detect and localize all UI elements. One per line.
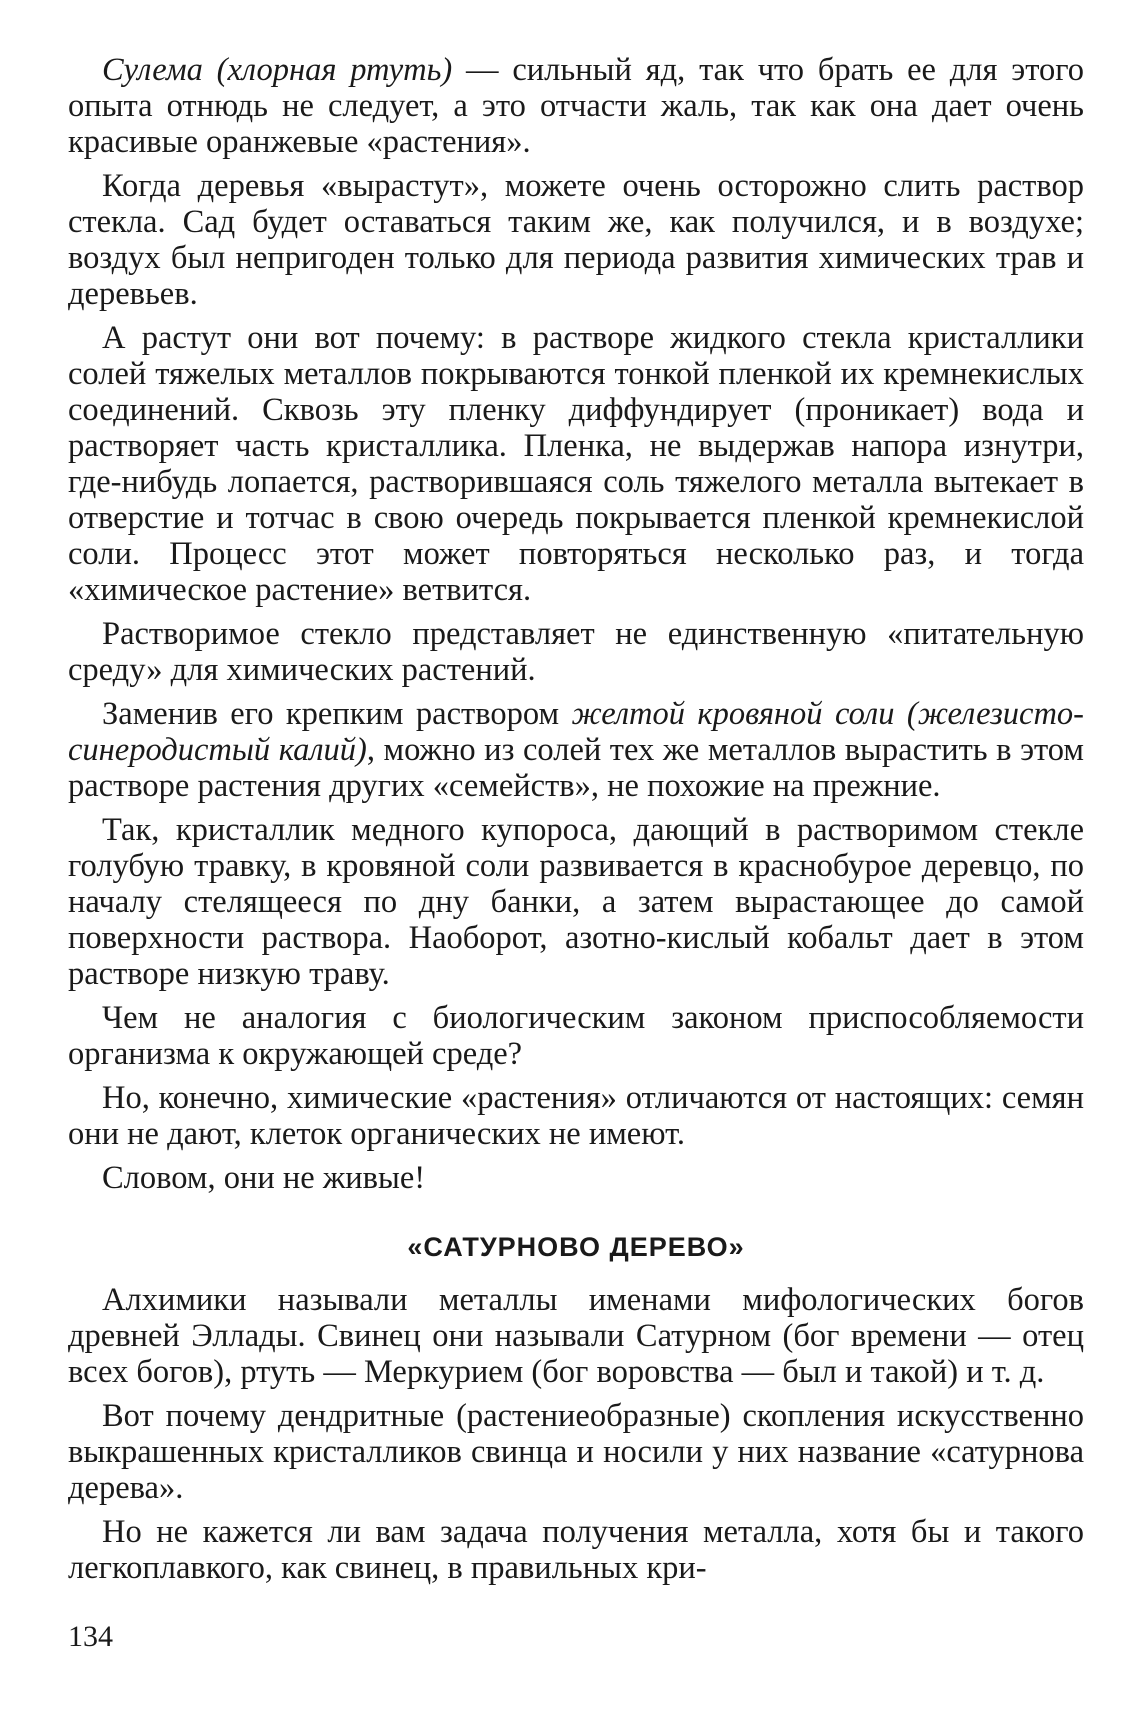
book-page [68,52,1084,1586]
paragraph-not-alive: Словом, они не живые! [102,1160,426,1196]
italic-term-sulema: Сулема (хлорная ртуть) [102,52,453,88]
paragraph-text-after: , можно из солей тех же металлов вырастить в этом растворе растения других «семейств», не похожие на прежние. [68,732,1084,804]
paragraph-why-they-grow: А растут они вот почему: в растворе жидкого стекла кристаллики солей тяжелых металлов покрываются тонкой пленкой их кремнекислых соединений. Сквозь эту пленку диффундирует (проникает) вода и растворяет часть кристаллика. Пленка, не выдержав напора изнутри, где-нибудь лопается, растворившаяся соль тяжелого металла вытекает в отверстие и тотчас в свою очередь покрывается пленкой кремнекислой соли. Процесс этот может повторяться несколько раз, и тогда «химическое растение» ветвится. [68,320,1084,608]
paragraph-yellow-salt [68,696,1084,804]
paragraph-copper-sulfate: Так, кристаллик медного купороса, дающий в растворимом стекле голубую травку, в кровяной соли развивается в краснобурое деревцо, по началу стелящееся по дну банки, а затем вырастающее до самой поверхности раствора. Наоборот, азотно-кислый кобальт дает в этом растворе низкую траву. [68,812,1084,992]
page-number: 134 [68,1620,113,1653]
paragraph-soluble-glass: Растворимое стекло представляет не единственную «питательную среду» для химических растений. [68,616,1084,688]
paragraph-sulema [68,52,1084,160]
section-title: «САТУРНОВО ДЕРЕВО» [407,1232,745,1262]
paragraph-text: — сильный яд, так что брать ее для этого опыта отнюдь не следует, а это отчасти жаль, так как она дает очень красивые оранжевые «растения». [68,52,1084,160]
paragraph-text-before: Заменив его крепким раствором [102,696,572,732]
paragraph-saturn-tree: Вот почему дендритные (растениеобразные) скопления искусственно выкрашенных кристалликов свинца и носили у них название «сатурнова дерева». [68,1398,1084,1506]
paragraph-trees-grow: Когда деревья «вырастут», можете очень осторожно слить раствор стекла. Сад будет оставаться таким же, как получился, и в воздухе; воздух был непригоден только для периода развития химических трав и деревьев. [68,168,1084,312]
paragraph-analogy: Чем не аналогия с биологическим законом приспособляемости организма к окружающей среде? [68,1000,1084,1072]
italic-term-yellow-salt: желтой кровяной соли (железисто-синеродистый калий) [68,696,1084,768]
paragraph-lead-crystals: Но не кажется ли вам задача получения металла, хотя бы и такого легкоплавкого, как свинец, в правильных кри- [68,1514,1084,1586]
paragraph-differences: Но, конечно, химические «растения» отличаются от настоящих: семян они не дают, клеток органических не имеют. [68,1080,1084,1152]
paragraph-alchemists: Алхимики называли металлы именами мифологических богов древней Эллады. Свинец они называли Сатурном (бог времени — отец всех богов), ртуть — Меркурием (бог воровства — был и такой) и т. д. [68,1282,1084,1390]
